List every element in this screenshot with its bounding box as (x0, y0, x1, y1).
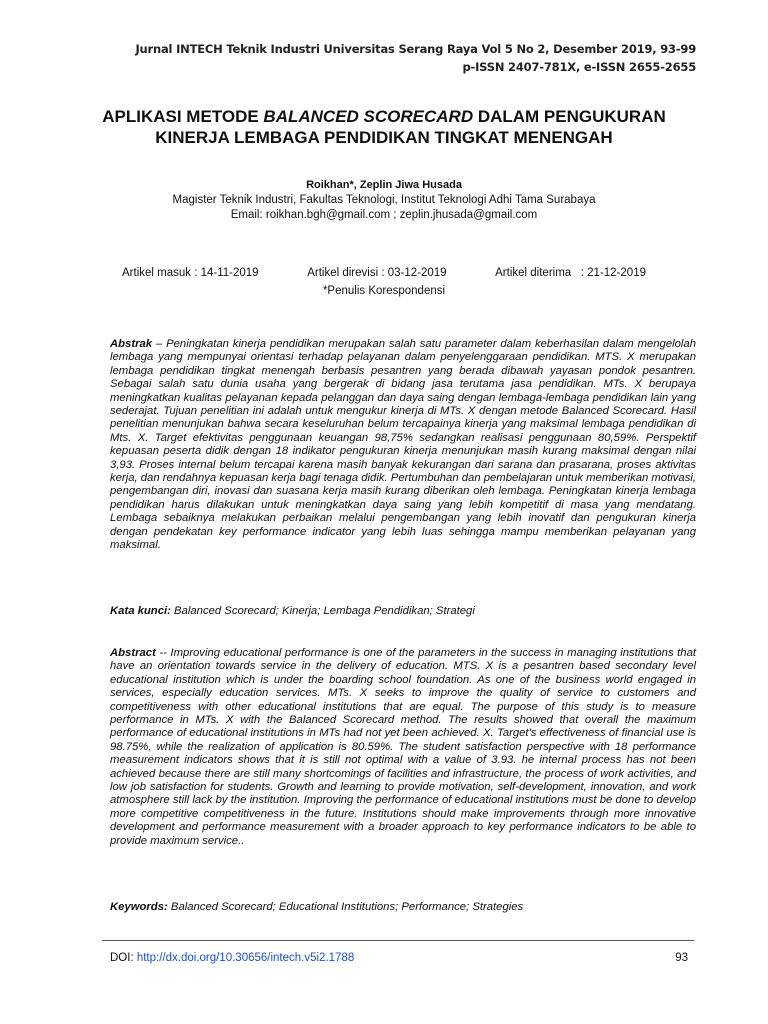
author-block (100, 178, 668, 223)
journal-citation: Jurnal INTECH Teknik Industri Universitas Serang Raya Vol 5 No 2, Desember 2019, 93-99 (135, 42, 696, 56)
date-accepted: Artikel diterima : 21-12-2019 (495, 267, 646, 279)
title-italic: BALANCED SCORECARD (263, 107, 474, 126)
author-email: Email: roikhan.bgh@gmail.com ; zeplin.jhusada@gmail.com (230, 209, 538, 221)
article-dates (100, 265, 668, 299)
abstrak-label: Abstrak (110, 338, 153, 350)
kata-kunci-label: Kata kunci: (110, 605, 171, 617)
doi-link[interactable]: http://dx.doi.org/10.30656/intech.v5i2.1788 (136, 952, 355, 964)
date-revised: Artikel direvisi : 03-12-2019 (307, 267, 447, 279)
abstract-text: -- Improving educational performance is one of the parameters in the success in managing institutions that have an orientation towards service in the delivery of education. MTS. X is a pesantren based secondary level educational institution which is under the boarding school foundation. As one of the business world engaged in services, especially education services. MTs. X seeks to improve the quality of service to customers and competitiveness with other educational institutions that are equal. The purpose of this study is to measure performance in MTs. X with the Balanced Scorecard method. The results showed that overall the maximum performance of educational institutions in MTs had not yet been achieved. X. Target's effectiveness of financial use is 98.75%, while the realization of application is 80.59%. The student satisfaction perspective with 18 performance measurement indicators shows that it is still not optimal with a value of 3.93. he internal process has not been achieved because there are still many shortcomings of facilities and infrastructure, the process of work activities, and low job satisfaction for students. Growth and learning to provide motivation, self-development, innovation, and work atmosphere still lack by the institution. Improving the performance of educational institutions must be done to develop more competitive competitiveness in the future. Institutions should make improvements through more innovative development and performance measurement with a broader approach to key performance indicators to be able to provide maximum service.. (110, 647, 696, 847)
kata-kunci: Kata kunci: Balanced Scorecard; Kinerja; Lembaga Pendidikan; Strategi (110, 605, 475, 617)
corresponding-note: *Penulis Korespondensi (322, 285, 446, 297)
keywords: Keywords: Balanced Scorecard; Educational Institutions; Performance; Strategies (110, 901, 524, 913)
journal-header (135, 40, 696, 76)
keywords-label: Keywords: (110, 901, 168, 913)
doi: DOI: http://dx.doi.org/10.30656/intech.v5i2.1788 (110, 952, 355, 964)
journal-issn: p-ISSN 2407-781X, e-ISSN 2655-2655 (462, 60, 696, 74)
paper-title: APLIKASI METODE BALANCED SCORECARD DALAM PENGUKURAN KINERJA LEMBAGA PENDIDIKAN TINGKAT MENENGAH (102, 107, 666, 147)
footer-divider (102, 940, 694, 941)
abstrak-paragraph (110, 338, 696, 553)
date-received: Artikel masuk : 14-11-2019 (122, 267, 259, 279)
author-names: Roikhan*, Zeplin Jiwa Husada (306, 179, 462, 191)
author-affiliation: Magister Teknik Industri, Fakultas Teknologi, Institut Teknologi Adhi Tama Surabaya (172, 194, 596, 206)
abstract-label: Abstract (110, 647, 156, 659)
page-number: 93 (675, 952, 688, 964)
abstract-paragraph (110, 647, 696, 848)
abstrak-text: – Peningkatan kinerja pendidikan merupakan salah satu parameter dalam keberhasilan dalam mengelolah lembaga yang mempunyai orientasi terhadap pelayanan dalam penyelenggaraan pendidikan. MTS. X merupakan lembaga pendidikan tingkat menengah berbasis pesantren yang berada dibawah yayasan pondok pesantren. Sebagai salah satu dunia usaha yang bergerak di bidang jasa terutama jasa pendidikan. MTs. X berupaya meningkatkan kualitas pelayanan kepada pelanggan dan daya saing dengan lembaga-lembaga pendidikan lain yang sederajat. Tujuan penelitian ini adalah untuk mengukur kinerja di MTs. X dengan metode Balanced Scorecard. Hasil penelitian menunjukan bahwa secara keseluruhan belum tercapainya kinerja yang maksimal lembaga pendidikan di Mts. X. Target efektivitas penggunaan keuangan 98,75% sedangkan realisasi penggunaan 80,59%. Perspektif kepuasan peserta didik dengan 18 indikator pengukuran kinerja menunjukan masih kurang maksimal dengan nilai 3,93. Proses internal belum tercapai karena masih banyak kekurangan dari sarana dan prasarana, proses aktivitas kerja, dan rendahnya kepuasan kerja bagi tenaga didik. Pertumbuhan dan pembelajaran untuk memberikan motivasi, pengembangan diri, inovasi dan suasana kerja masih kurang diberikan oleh lembaga. Peningkatan kinerja lembaga pendidikan harus dilakukan untuk meningkatkan daya saing yang lebih kompetitif di masa yang mendatang. Lembaga sebaiknya melakukan perbaikan melalui pengembangan yang lebih inovatif dan pengukuran kinerja dengan pendekatan key performance indicator yang lebih luas sehingga mampu memberikan pelayanan yang maksimal. (110, 338, 696, 552)
page-footer (110, 952, 688, 964)
